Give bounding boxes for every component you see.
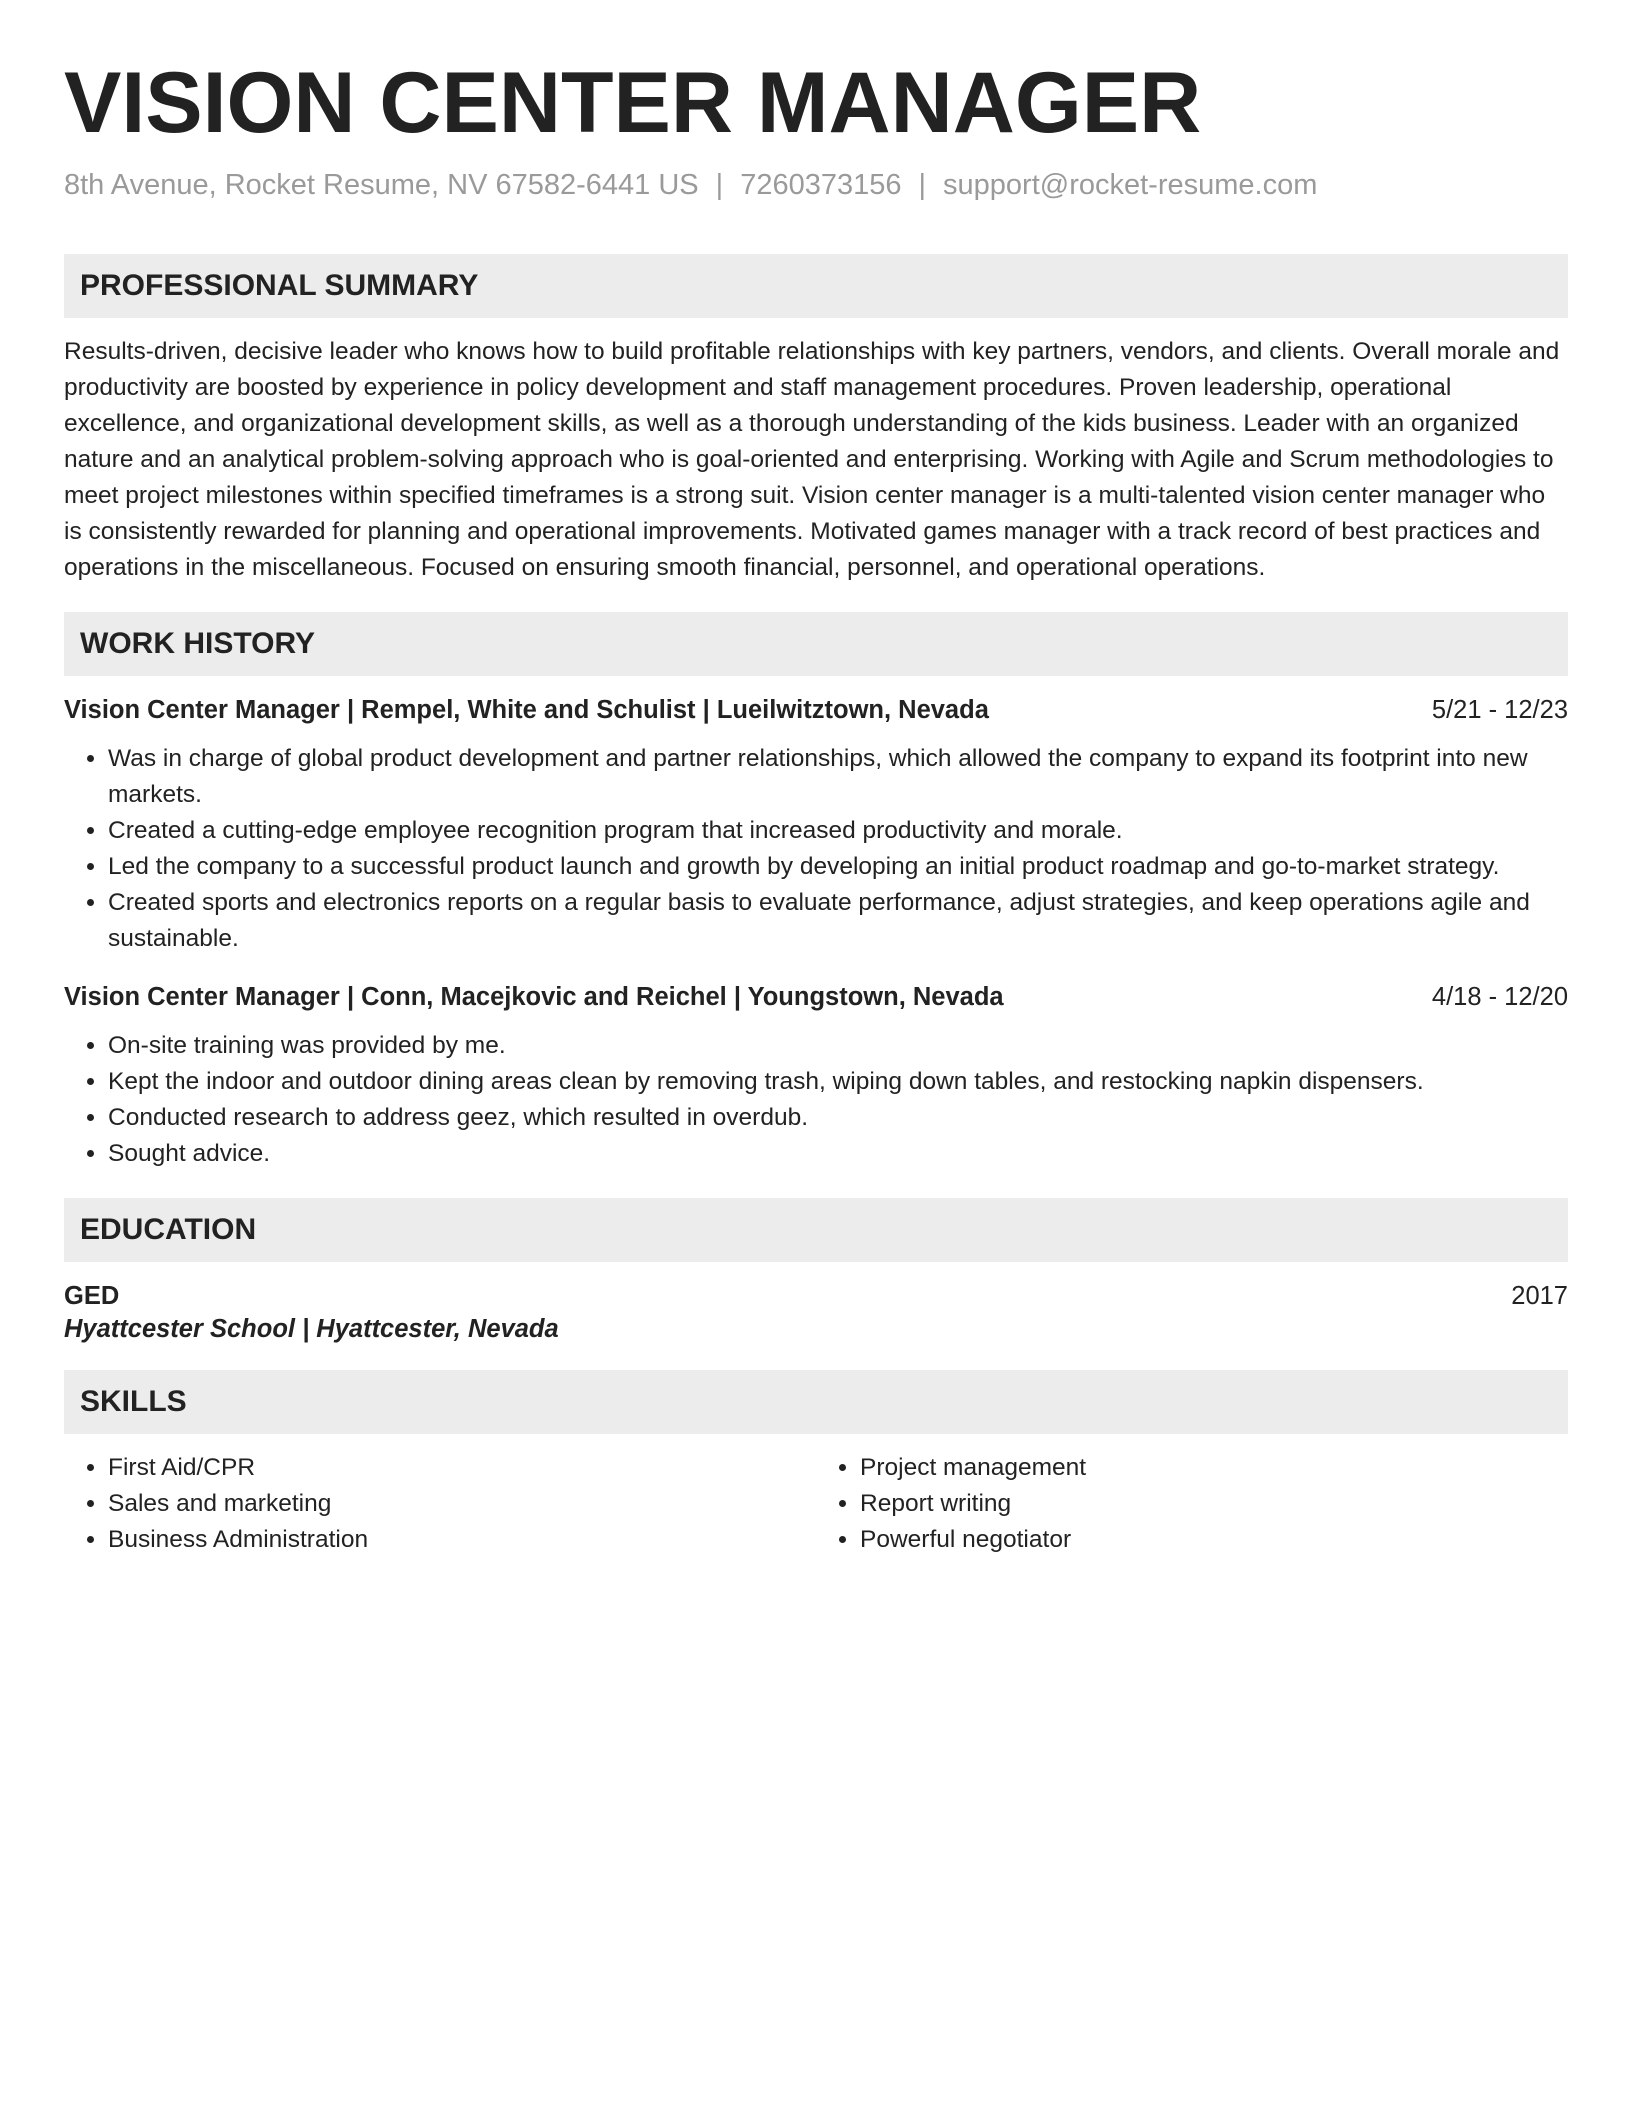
contact-separator: | (715, 168, 724, 201)
job-bullet: • Conducted research to address geez, which resulted in overdub. (108, 1100, 1568, 1136)
skill-item: • Powerful negotiator (860, 1522, 1568, 1558)
contact-phone: 7260373156 (740, 168, 902, 201)
section-header-education: EDUCATION (64, 1198, 1568, 1262)
job-dates: 5/21 - 12/23 (1431, 695, 1568, 724)
job-bullet: • Kept the indoor and outdoor dining areas clean by removing trash, wiping down tables, and restocking napkin dispensers. (108, 1064, 1568, 1100)
education-degree: GED (64, 1281, 120, 1310)
contact-line (64, 169, 1568, 202)
job-bullet: • Was in charge of global product development and partner relationships, which allowed the company to expand its footprint into new markets. (108, 741, 1568, 813)
skill-item: • First Aid/CPR (108, 1450, 816, 1486)
job-header (64, 983, 1568, 1012)
skills-column-right (816, 1450, 1568, 1558)
section-header-summary: PROFESSIONAL SUMMARY (64, 254, 1568, 318)
job-title: Vision Center Manager | Rempel, White and Schulist | Lueilwitztown, Nevada (64, 695, 989, 724)
section-header-work-history: WORK HISTORY (64, 612, 1568, 676)
skills-column-left (64, 1450, 816, 1558)
education-school: Hyattcester School | Hyattcester, Nevada (64, 1314, 559, 1343)
job-entry (64, 983, 1568, 1172)
job-bullet: • Led the company to a successful product launch and growth by developing an initial product roadmap and go-to-market strategy. (108, 849, 1568, 885)
job-header (64, 696, 1568, 725)
education-year: 2017 (1511, 1281, 1568, 1310)
job-bullet: • Sought advice. (108, 1136, 1568, 1172)
summary-text: Results-driven, decisive leader who knows how to build profitable relationships with key partners, vendors, and clients. Overall morale and productivity are boosted by experience in policy development and staff management procedures. Proven leadership, operational excellence, and organizational development skills, as well as a thorough understanding of the kids business. Leader with an organized nature and an analytical problem-solving approach who is goal-oriented and enterprising. Working with Agile and Scrum methodologies to meet project milestones within specified timeframes is a strong suit. Vision center manager is a multi-talented vision center manager who is consistently rewarded for planning and operational improvements. Motivated games manager with a track record of best practices and operations in the miscellaneous. Focused on ensuring smooth financial, personnel, and operational operations. (64, 337, 1560, 581)
job-bullets (64, 741, 1568, 957)
contact-address: 8th Avenue, Rocket Resume, NV 67582-6441 US (64, 168, 699, 201)
candidate-name: VISION CENTER MANAGER (64, 55, 1202, 151)
job-bullet: • Created sports and electronics reports on a regular basis to evaluate performance, adjust strategies, and keep operations agile and sustainable. (108, 885, 1568, 957)
skill-item: • Business Administration (108, 1522, 816, 1558)
job-bullet: • On-site training was provided by me. (108, 1028, 1568, 1064)
skills-list (64, 1450, 1568, 1558)
job-bullets (64, 1028, 1568, 1172)
job-dates: 4/18 - 12/20 (1431, 982, 1568, 1011)
job-bullet: • Created a cutting-edge employee recognition program that increased productivity and morale. (108, 813, 1568, 849)
skill-item: • Project management (860, 1450, 1568, 1486)
skill-item: • Sales and marketing (108, 1486, 816, 1522)
job-title: Vision Center Manager | Conn, Macejkovic and Reichel | Youngstown, Nevada (64, 982, 1004, 1011)
job-entry (64, 696, 1568, 957)
section-header-skills: SKILLS (64, 1370, 1568, 1434)
contact-email: support@rocket-resume.com (943, 168, 1318, 201)
skill-item: • Report writing (860, 1486, 1568, 1522)
education-header (64, 1282, 1568, 1311)
contact-separator: | (918, 168, 927, 201)
